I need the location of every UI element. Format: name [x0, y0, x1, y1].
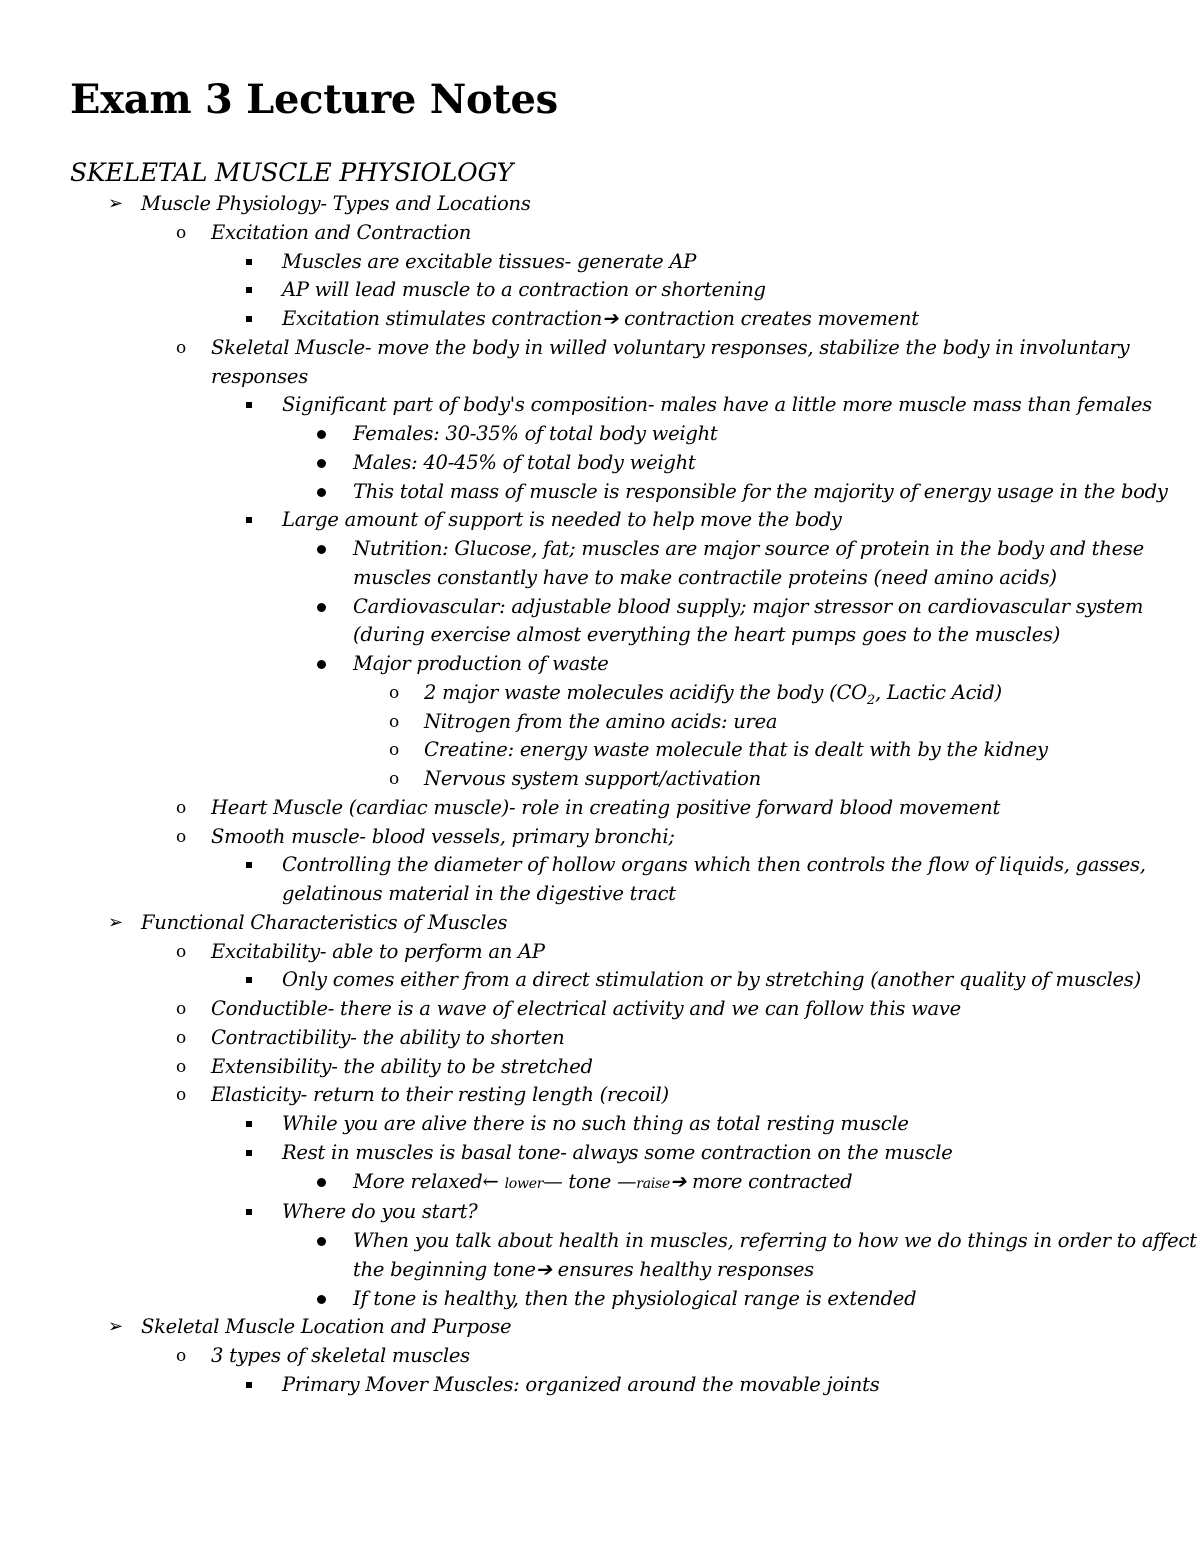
outline-item-text: Cardiovascular: adjustable blood supply; major stressor on cardiovascular system (during exercise almost everything the heart pumps goes to the muscles): [353, 594, 1144, 647]
outline-item-level-4: [0, 593, 1200, 651]
outline-item-text: — tone —: [543, 1169, 637, 1193]
dot-bullet-icon: [317, 1237, 326, 1246]
outline-item-text: Large amount of support is needed to help move the body: [282, 508, 842, 532]
square-bullet-icon: [246, 517, 252, 523]
outline-item-text: ➔ more contracted: [670, 1169, 853, 1193]
outline-item-text: Nervous system support/activation: [424, 767, 761, 790]
outline-item-text: Males: 40-45% of total body weight: [353, 450, 696, 474]
outline-item-level-3: [0, 1110, 1200, 1139]
circle-bullet-icon: o: [389, 740, 399, 761]
outline-item-level-3: [0, 391, 1200, 420]
outline-item-text: When you talk about health in muscles, referring to how we do things in order to affect the beginning tone➔ ensures healthy responses: [353, 1229, 1197, 1281]
square-bullet-icon: [246, 287, 252, 293]
outline-item-text: Nutrition: Glucose, fat; muscles are major source of protein in the body and these muscles constantly have to make contractile proteins (need amino acids): [353, 537, 1144, 589]
outline-item-level-1: [0, 909, 1200, 938]
outline-item-level-3: [0, 851, 1200, 909]
square-bullet-icon: [246, 977, 252, 983]
outline-item-text: While you are alive there is no such thing as total resting muscle: [282, 1112, 909, 1135]
square-bullet-icon: [246, 316, 252, 322]
square-bullet-icon: [246, 259, 252, 265]
outline-item-text: lower: [504, 1175, 544, 1192]
outline-item-level-2: [0, 1081, 1200, 1110]
outline-item-text: Excitability- able to perform an AP: [211, 939, 545, 963]
outline-item-level-5: [0, 765, 1200, 794]
outline-item-level-4: [0, 478, 1200, 507]
arrow-bullet-icon: ➢: [108, 193, 123, 214]
outline-item-level-1: [0, 190, 1200, 219]
outline-item-text: Skeletal Muscle Location and Purpose: [141, 1315, 512, 1339]
circle-bullet-icon: o: [389, 682, 399, 703]
outline-item-level-5: [0, 708, 1200, 737]
notes-outline: [0, 190, 1200, 1400]
outline-item-level-4: [0, 1168, 1200, 1199]
circle-bullet-icon: o: [176, 1027, 186, 1048]
circle-bullet-icon: o: [176, 826, 186, 847]
circle-bullet-icon: o: [176, 999, 186, 1019]
outline-item-text: Major production of waste: [353, 652, 609, 675]
outline-item-level-2: [0, 334, 1200, 392]
outline-item-text: Creatine: energy waste molecule that is dealt with by the kidney: [424, 738, 1048, 762]
outline-item-level-4: [0, 449, 1200, 478]
arrow-bullet-icon: ➢: [108, 911, 123, 933]
outline-item-text: Excitation stimulates contraction➔ contraction creates movement: [282, 307, 919, 330]
outline-item-text: Primary Mover Muscles: organized around the movable joints: [282, 1372, 880, 1396]
dot-bullet-icon: [317, 660, 326, 669]
outline-item-text: If tone is healthy, then the physiological range is extended: [353, 1286, 917, 1310]
outline-item-level-2: [0, 1053, 1200, 1082]
outline-item-level-3: [0, 248, 1200, 277]
outline-item-level-4: [0, 420, 1200, 449]
outline-item-text: Extensibility- the ability to be stretched: [211, 1054, 593, 1078]
outline-item-level-5: [0, 679, 1200, 708]
square-bullet-icon: [246, 1121, 252, 1127]
circle-bullet-icon: o: [176, 222, 186, 243]
square-bullet-icon: [246, 1150, 252, 1156]
outline-item-text: 2 major waste molecules acidify the body (CO: [424, 680, 867, 704]
outline-item-text: Functional Characteristics of Muscles: [141, 910, 508, 934]
outline-item-text: Where do you start?: [282, 1200, 478, 1224]
outline-item-level-4: [0, 1285, 1200, 1314]
outline-item-text: This total mass of muscle is responsible for the majority of energy usage in the body: [353, 479, 1168, 503]
dot-bullet-icon: [317, 430, 326, 439]
circle-bullet-icon: o: [176, 797, 186, 818]
outline-item-level-2: [0, 938, 1200, 967]
dot-bullet-icon: [317, 488, 326, 497]
outline-item-level-2: [0, 1024, 1200, 1053]
outline-item-text: Contractibility- the ability to shorten: [211, 1025, 565, 1049]
outline-item-text: Heart Muscle (cardiac muscle)- role in creating positive forward blood movement: [211, 795, 1001, 819]
dot-bullet-icon: [317, 1295, 326, 1304]
outline-item-text: Nitrogen from the amino acids: urea: [424, 709, 778, 733]
outline-item-level-4: [0, 650, 1200, 679]
page-title: Exam 3 Lecture Notes: [70, 76, 558, 123]
outline-item-text: More relaxed←: [353, 1169, 505, 1193]
square-bullet-icon: [246, 1209, 252, 1215]
section-heading: SKELETAL MUSCLE PHYSIOLOGY: [70, 158, 514, 187]
outline-item-text: 3 types of skeletal muscles: [211, 1344, 470, 1367]
outline-item-level-4: [0, 535, 1200, 593]
outline-item-text: Significant part of body's composition- males have a little more muscle mass than females: [282, 393, 1152, 417]
outline-item-text: AP will lead muscle to a contraction or shortening: [282, 278, 766, 302]
square-bullet-icon: [246, 862, 252, 868]
outline-item-level-2: [0, 823, 1200, 852]
dot-bullet-icon: [317, 603, 326, 612]
outline-item-text: Rest in muscles is basal tone- always some contraction on the muscle: [282, 1140, 953, 1164]
dot-bullet-icon: [317, 459, 326, 468]
circle-bullet-icon: o: [176, 1085, 186, 1106]
dot-bullet-icon: [317, 1178, 326, 1187]
square-bullet-icon: [246, 402, 252, 408]
outline-item-level-3: [0, 276, 1200, 305]
circle-bullet-icon: o: [176, 941, 186, 962]
circle-bullet-icon: o: [176, 1346, 186, 1366]
outline-item-level-3: [0, 966, 1200, 995]
outline-item-level-2: [0, 219, 1200, 248]
outline-item-text: Excitation and Contraction: [211, 220, 472, 244]
outline-item-level-1: [0, 1313, 1200, 1342]
outline-item-level-2: [0, 1342, 1200, 1371]
outline-item-level-3: [0, 506, 1200, 535]
outline-item-text: Muscle Physiology- Types and Locations: [141, 192, 531, 215]
outline-item-level-3: [0, 305, 1200, 334]
outline-item-text: Conductible- there is a wave of electrical activity and we can follow this wave: [211, 997, 961, 1020]
outline-item-text: Females: 30-35% of total body weight: [353, 422, 718, 445]
outline-item-text: Skeletal Muscle- move the body in willed voluntary responses, stabilize the body in involuntary responses: [211, 335, 1130, 388]
arrow-bullet-icon: ➢: [108, 1316, 123, 1338]
outline-item-level-2: [0, 794, 1200, 823]
outline-item-level-2: [0, 995, 1200, 1024]
outline-item-level-5: [0, 736, 1200, 765]
outline-item-text: Controlling the diameter of hollow organs which then controls the flow of liquids, gasses, gelatinous material in the digestive tract: [282, 853, 1146, 905]
outline-item-level-4: [0, 1227, 1200, 1285]
outline-item-text: Smooth muscle- blood vessels, primary bronchi;: [211, 824, 675, 848]
outline-item-text: Elasticity- return to their resting length (recoil): [211, 1083, 669, 1107]
circle-bullet-icon: o: [176, 337, 186, 358]
dot-bullet-icon: [317, 545, 326, 554]
outline-item-level-3: [0, 1198, 1200, 1227]
square-bullet-icon: [246, 1382, 252, 1388]
circle-bullet-icon: o: [389, 769, 399, 789]
outline-item-level-3: [0, 1371, 1200, 1400]
outline-item-text: raise: [636, 1175, 671, 1192]
outline-item-text: Muscles are excitable tissues- generate AP: [282, 249, 697, 273]
circle-bullet-icon: o: [389, 711, 399, 732]
outline-item-text: Only comes either from a direct stimulation or by stretching (another quality of muscles): [282, 968, 1141, 992]
outline-item-text: 2: [866, 692, 875, 708]
outline-item-level-3: [0, 1139, 1200, 1168]
outline-item-text: , Lactic Acid): [874, 680, 1002, 704]
circle-bullet-icon: o: [176, 1056, 186, 1077]
